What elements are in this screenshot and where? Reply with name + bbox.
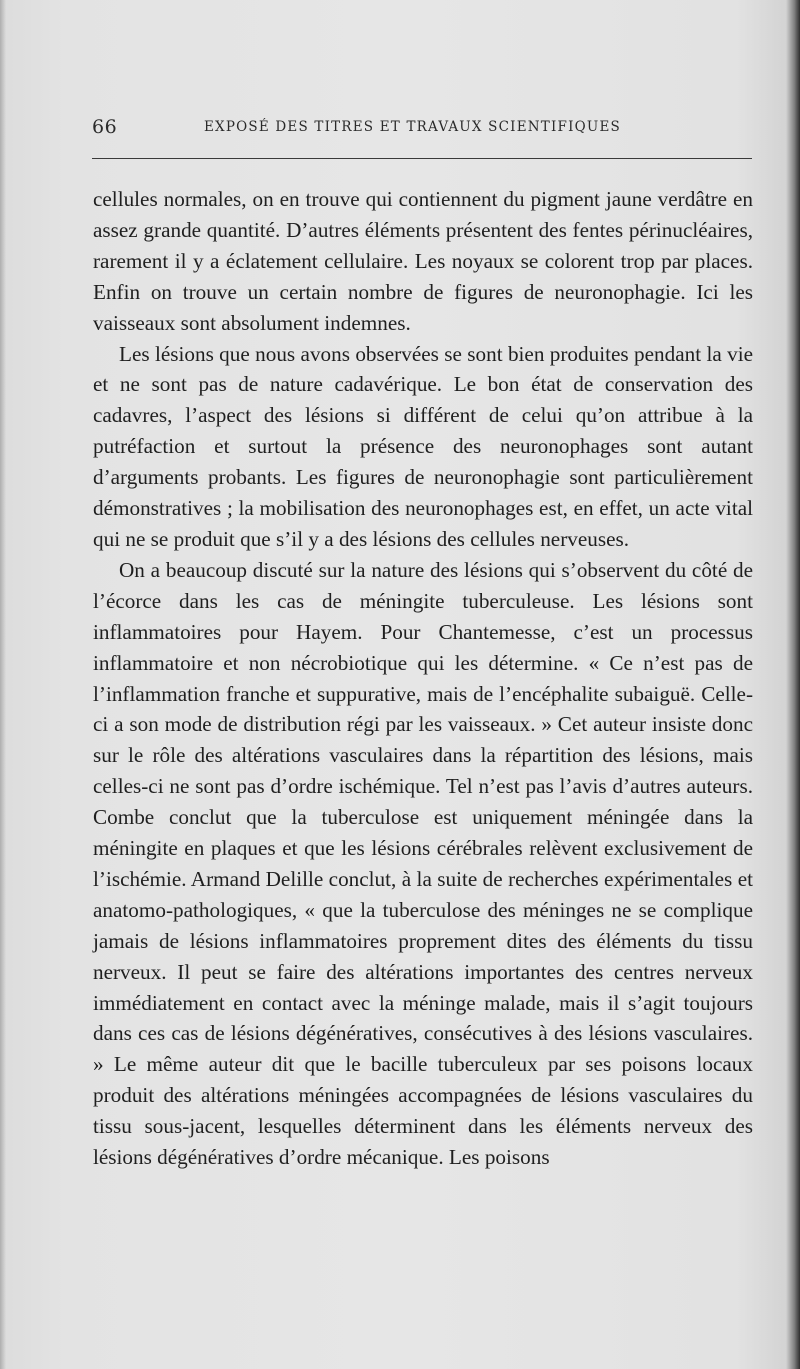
page-left-shadow bbox=[0, 0, 6, 1369]
paragraph-discussion: On a beaucoup discuté sur la nature des lésions qui s’observent du côté de l’écorce dans les cas de méningite tuberculeuse. Les lésions sont inflammatoires pour Hayem. Pour Chantemesse, c’est un processus inflammatoire et non nécrobiotique qui les détermine. « Ce n’est pas de l’inflammation franche et suppurative, mais de l’encéphalite subaiguë. Celle-ci a son mode de distribution régi par les vaisseaux. » Cet auteur insiste donc sur le rôle des altérations vasculaires dans la répartition des lésions, mais celles-ci ne sont pas d’ordre ischémique. Tel n’est pas l’avis d’autres auteurs. Combe conclut que la tuberculose est uniquement méningée dans la méningite en plaques et que les lésions cérébrales relèvent exclusivement de l’ischémie. Armand Delille conclut, à la suite de recherches expérimentales et anatomo-pathologiques, « que la tuberculose des méninges ne se complique jamais de lésions inflammatoires proprement dites des éléments du tissu nerveux. Il peut se faire des altérations importantes des centres nerveux immédiatement en contact avec la méninge malade, mais il s’agit toujours dans ces cas de lésions dégénératives, consécutives à des lésions vasculaires. » Le même auteur dit que le bacille tuberculeux par ses poisons locaux produit des altérations méningées accompagnées de lésions vasculaires du tissu sous-jacent, lesquelles déterminent dans les éléments nerveux des lésions dégénératives d’ordre mécanique. Les poisons bbox=[93, 557, 753, 1170]
page-right-shadow bbox=[786, 0, 800, 1369]
page-header bbox=[92, 116, 752, 140]
page-number: 66 bbox=[92, 116, 118, 138]
header-rule bbox=[92, 158, 752, 159]
paragraph-lesions-vitales: Les lésions que nous avons observées se sont bien produites pendant la vie et ne sont pas de nature cadavérique. Le bon état de conservation des cadavres, l’aspect des lésions si différent de celui qu’on attribue à la putréfaction et surtout la présence des neuronophages sont autant d’arguments probants. Les figures de neuronophagie sont particulièrement démonstratives ; la mobilisation des neuronophages est, en effet, un acte vital qui ne se produit que s’il y a des lésions des cellules nerveuses. bbox=[93, 341, 753, 551]
body-text bbox=[93, 184, 753, 1173]
running-title: EXPOSÉ DES TITRES ET TRAVAUX SCIENTIFIQUES bbox=[204, 119, 621, 135]
paragraph-continued: cellules normales, on en trouve qui contiennent du pigment jaune verdâtre en assez grande quantité. D’autres éléments présentent des fentes périnucléaires, rarement il y a éclatement cellulaire. Les noyaux se colorent trop par places. Enfin on trouve un certain nombre de figures de neuronophagie. Ici les vaisseaux sont absolument indemnes. bbox=[93, 187, 753, 335]
